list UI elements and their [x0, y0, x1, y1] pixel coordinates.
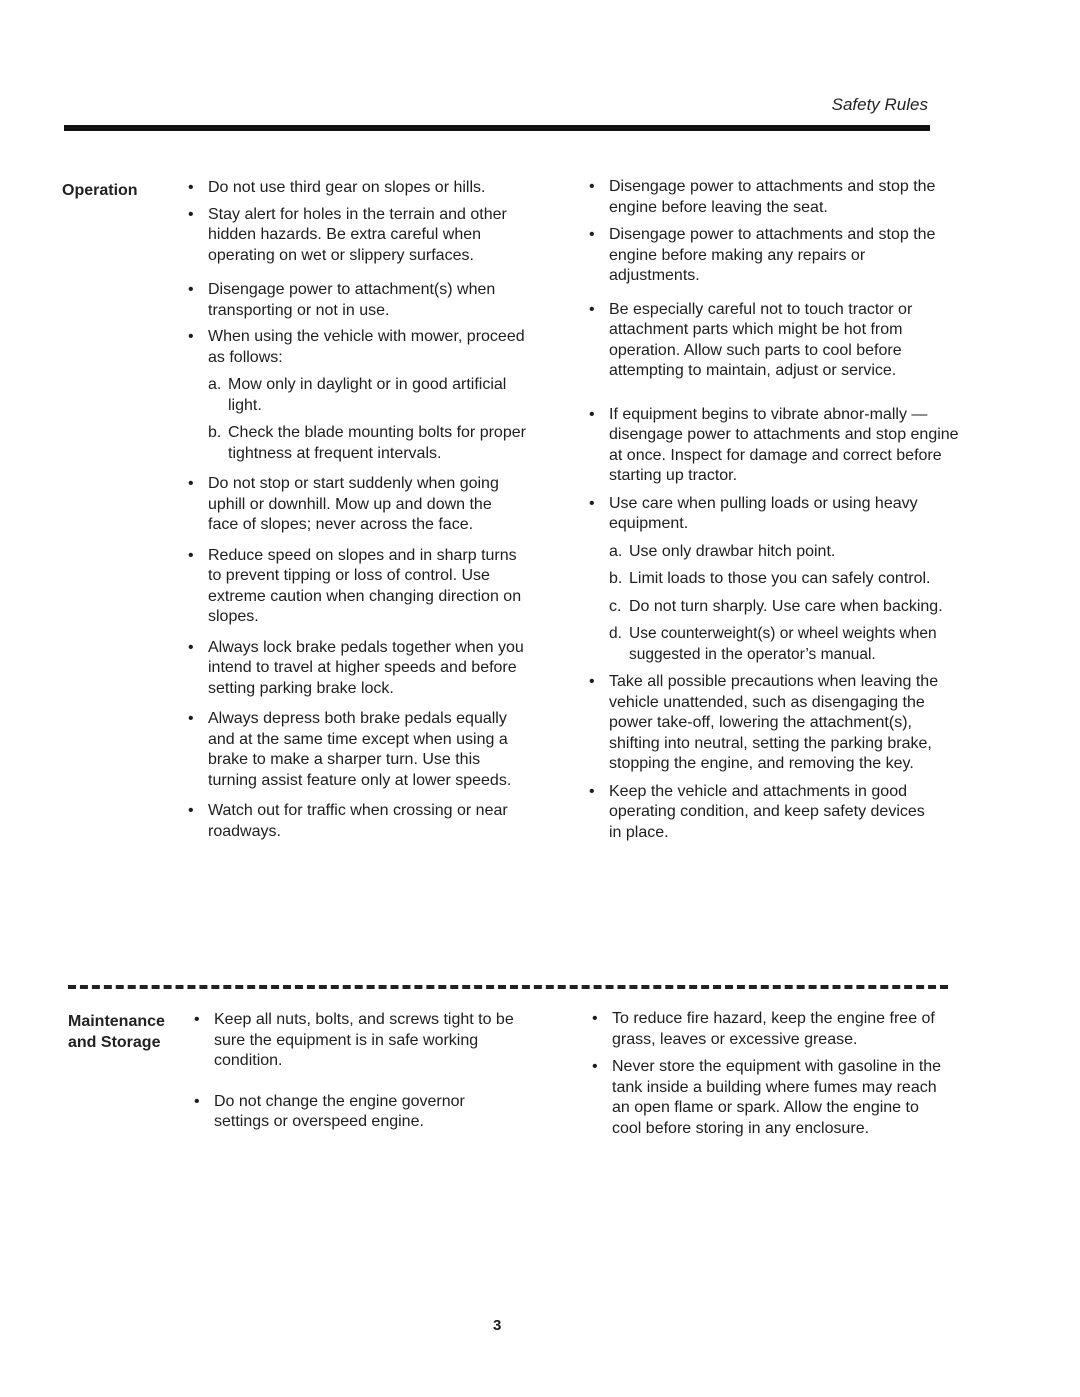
- list-item-text: Disengage power to attachments and stop the engine before leaving the seat.: [609, 178, 936, 216]
- sub-item: [609, 597, 949, 618]
- list-item-text: Do not use third gear on slopes or hills.: [208, 179, 486, 196]
- list-item-text: Reduce speed on slopes and in sharp turns to prevent tipping or loss of control. Use extreme caution when changing direction on slopes.: [208, 546, 522, 625]
- sub-item-text: Use counterweight(s) or wheel weights when suggested in the operator’s manual.: [629, 625, 937, 663]
- list-item-text: Be especially careful not to touch tractor or attachment parts which might be hot from operation. Allow such parts to cool before attempting to maintain, adjust or service.: [609, 300, 913, 379]
- sub-item-text: Mow only in daylight or in good artificial light.: [228, 376, 507, 414]
- sub-item-letter: b.: [208, 424, 222, 441]
- sub-item: [609, 569, 949, 590]
- list-item-text: Keep the vehicle and attachments in good operating condition, and keep safety devices in place.: [609, 782, 925, 841]
- sub-item: [609, 624, 967, 665]
- sub-item: [208, 375, 526, 416]
- list-item-text: If equipment begins to vibrate abnor-mally — disengage power to attachments and stop engine at once. Inspect for damage and correct before starting up tractor.: [609, 405, 959, 484]
- sub-item-letter: c.: [609, 597, 622, 615]
- list-item-text: Disengage power to attachment(s) when transporting or not in use.: [208, 281, 496, 319]
- list-item: [192, 1092, 522, 1133]
- list-item: [186, 327, 526, 464]
- sub-list: [208, 375, 526, 464]
- maintenance-left-list: [192, 1010, 522, 1133]
- list-item: [186, 205, 526, 267]
- sub-item-text: Limit loads to those you can safely control.: [629, 570, 931, 587]
- list-item: [186, 178, 526, 199]
- sub-item-text: Do not turn sharply. Use care when backing.: [629, 597, 943, 615]
- section-label-line: Maintenance: [68, 1013, 165, 1030]
- list-item: [186, 638, 526, 700]
- operation-left-column: [186, 178, 526, 850]
- sub-item-letter: a.: [208, 376, 222, 393]
- list-item: [587, 405, 959, 487]
- list-item: [186, 280, 526, 321]
- section-label-operation: Operation: [62, 182, 138, 199]
- sub-item-text: Check the blade mounting bolts for proper tightness at frequent intervals.: [228, 424, 526, 462]
- list-item: [186, 474, 526, 536]
- list-item: [587, 672, 959, 775]
- list-item: [587, 494, 967, 666]
- sub-item-letter: b.: [609, 570, 623, 587]
- sub-item-letter: d.: [609, 625, 622, 642]
- list-item: [590, 1057, 952, 1139]
- header-rule: [64, 125, 930, 131]
- list-item-text: Do not stop or start suddenly when going uphill or downhill. Mow up and down the face of slopes; never across the face.: [208, 475, 499, 533]
- list-item: [186, 709, 526, 791]
- list-item-text: Always lock brake pedals together when you intend to travel at higher speeds and before setting parking brake lock.: [208, 638, 524, 697]
- sub-item-letter: a.: [609, 542, 623, 560]
- section-label-line: and Storage: [68, 1034, 161, 1051]
- list-item-text: Disengage power to attachments and stop the engine before making any repairs or adjustments.: [609, 226, 936, 284]
- operation-right-list: [587, 177, 967, 843]
- list-item-text: Do not change the engine governor settings or overspeed engine.: [214, 1092, 465, 1130]
- section-label-maintenance: [68, 1011, 165, 1053]
- sub-item: [609, 542, 967, 563]
- list-item: [186, 546, 526, 628]
- sub-item-text: Use only drawbar hitch point.: [629, 542, 836, 560]
- maintenance-right-list: [590, 1009, 950, 1139]
- page-header-title: Safety Rules: [831, 95, 928, 114]
- list-item: [192, 1010, 522, 1072]
- page-number: 3: [493, 1317, 502, 1334]
- list-item: [587, 782, 939, 844]
- list-item: [587, 225, 939, 287]
- maintenance-right-column: [590, 1009, 950, 1147]
- list-item: [587, 177, 939, 218]
- list-item: [587, 300, 939, 382]
- sub-list: [609, 542, 967, 666]
- list-item: [590, 1009, 947, 1050]
- list-item-text: Keep all nuts, bolts, and screws tight to be sure the equipment is in safe working condition.: [214, 1011, 514, 1069]
- section-divider: [68, 985, 948, 989]
- operation-left-list: [186, 178, 526, 842]
- list-item-text: Watch out for traffic when crossing or near roadways.: [208, 802, 508, 840]
- list-item-text: Never store the equipment with gasoline in the tank inside a building where fumes may reach an open flame or spark. Allow the engine to cool before storing in any enclosure.: [612, 1058, 942, 1137]
- sub-item: [208, 423, 526, 464]
- list-item-text: Always depress both brake pedals equally and at the same time except when using a brake to make a sharper turn. Use this turning assist feature only at lower speeds.: [208, 710, 512, 789]
- maintenance-left-column: [192, 1010, 522, 1141]
- list-item-text: To reduce fire hazard, keep the engine free of grass, leaves or excessive grease.: [612, 1010, 935, 1048]
- list-item-text: Take all possible precautions when leaving the vehicle unattended, such as disengaging the power take-off, lowering the attachment(s), shifting into neutral, setting the parking brake, stopping the engine, and removing the key.: [609, 673, 939, 772]
- list-item-text: When using the vehicle with mower, proceed as follows:: [208, 328, 525, 366]
- operation-right-column: [587, 177, 967, 851]
- list-item: [186, 801, 526, 842]
- list-item-text: Use care when pulling loads or using heavy equipment.: [609, 494, 918, 532]
- list-item-text: Stay alert for holes in the terrain and other hidden hazards. Be extra careful when operating on wet or slippery surfaces.: [208, 205, 507, 264]
